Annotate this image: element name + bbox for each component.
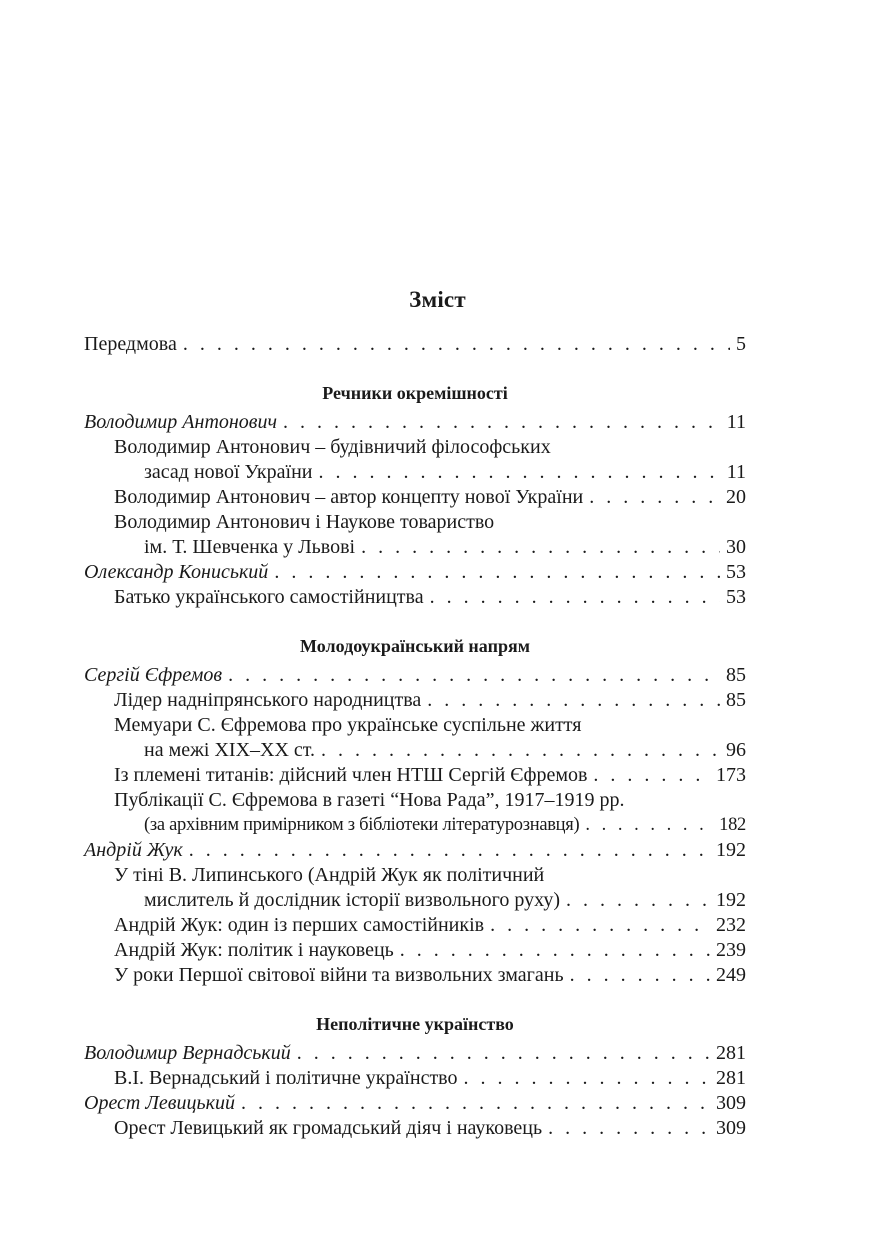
author-name: Олександр Кониський [84, 561, 269, 583]
toc-author-entry [84, 1091, 746, 1116]
toc-entry [84, 763, 746, 788]
toc-title: Зміст [409, 287, 466, 312]
toc-author-entry [84, 663, 746, 688]
toc-entry [84, 738, 746, 763]
toc-page-number: 281 [716, 1042, 746, 1064]
toc-entry-line: Володимир Антонович – будівничий філософських [114, 436, 551, 458]
toc-page-number: 239 [716, 939, 746, 961]
toc-page-number: 96 [726, 739, 746, 761]
toc-author-entry [84, 560, 746, 585]
toc-entry-text: Андрій Жук: політик і науковець [114, 939, 394, 961]
toc-entry-text: засад нової України [144, 461, 313, 483]
toc-entry-text: Андрій Жук: один із перших самостійників [114, 914, 485, 936]
dot-leader [189, 838, 710, 863]
dot-leader [318, 460, 720, 485]
toc-entry-text: Лідер наднiпрянського народництва [114, 689, 422, 711]
toc-page-number: 53 [726, 586, 746, 608]
toc-page-number: 85 [726, 689, 746, 711]
dot-leader [585, 813, 713, 838]
toc-page-number: 11 [726, 461, 746, 483]
toc-entry-line: Публікації С. Єфремова в газеті “Нова Рада”, 1917–1919 рр. [114, 789, 625, 811]
author-name: Володимир Вернадський [84, 1042, 291, 1064]
toc-page-number: 53 [726, 561, 746, 583]
toc-page-number: 192 [716, 839, 746, 861]
toc-entry-intro [84, 332, 746, 357]
toc-page-number: 309 [716, 1117, 746, 1139]
dot-leader [183, 332, 730, 357]
dot-leader [427, 688, 720, 713]
toc-entry [84, 535, 746, 560]
toc-page-number: 85 [726, 664, 746, 686]
dot-leader [283, 410, 721, 435]
toc-page-number: 249 [716, 964, 746, 986]
dot-leader [274, 560, 720, 585]
toc-entry-text: Батько українського самостійництва [114, 586, 424, 608]
toc-entry [84, 963, 746, 988]
toc-entry-line: Мемуари С. Єфремова про українське суспільне життя [114, 714, 582, 736]
toc-entry [84, 813, 746, 838]
section-heading: Молодоукраїнський напрям [300, 636, 530, 656]
toc-author-entry [84, 410, 746, 435]
dot-leader [400, 938, 710, 963]
toc-author-entry [84, 838, 746, 863]
toc-entry-text: У роки Першої світової війни та визвольних змагань [114, 964, 564, 986]
toc-page-number: 5 [736, 333, 746, 355]
author-name: Андрій Жук [84, 839, 183, 861]
toc-page-number: 232 [716, 914, 746, 936]
section-heading: Речники окремішності [322, 383, 508, 403]
dot-leader [589, 485, 720, 510]
dot-leader [490, 913, 710, 938]
toc-page-number: 309 [716, 1092, 746, 1114]
toc-entry-text: на межі ХІХ–ХХ ст. [144, 739, 316, 761]
toc-page-number: 30 [726, 536, 746, 558]
table-of-contents [84, 332, 746, 1141]
toc-page-number: 182 [719, 815, 746, 835]
toc-page-number: 11 [726, 411, 746, 433]
dot-leader [570, 963, 710, 988]
dot-leader [241, 1091, 710, 1116]
toc-entry-text: Орест Левицький як громадський діяч і науковець [114, 1117, 543, 1139]
toc-entry [84, 938, 746, 963]
toc-entry-text: Передмова [84, 333, 177, 355]
toc-entry-line: У тіні В. Липинського (Андрій Жук як політичний [114, 864, 545, 886]
author-name: Володимир Антонович [84, 411, 278, 433]
toc-entry-text: ім. Т. Шевченка у Львові [144, 536, 356, 558]
toc-entry-text: Володимир Антонович – автор концепту нової України [114, 486, 584, 508]
dot-leader [228, 663, 720, 688]
dot-leader [297, 1041, 710, 1066]
toc-entry-text: Із племені титанів: дійсний член НТШ Сергій Єфремов [114, 764, 588, 786]
toc-entry [84, 585, 746, 610]
toc-page-number: 192 [716, 889, 746, 911]
toc-entry [84, 688, 746, 713]
toc-page-number: 20 [726, 486, 746, 508]
dot-leader [430, 585, 720, 610]
dot-leader [566, 888, 710, 913]
toc-entry [84, 1066, 746, 1091]
toc-entry [84, 485, 746, 510]
toc-entry-line: Володимир Антонович і Наукове товариство [114, 511, 495, 533]
section-heading: Неполітичне українство [316, 1014, 514, 1034]
author-name: Сергій Єфремов [84, 664, 223, 686]
dot-leader [548, 1116, 710, 1141]
dot-leader [361, 535, 720, 560]
toc-entry-text: (за архівним примірником з бібліотеки літературознавця) [144, 815, 580, 835]
dot-leader [593, 763, 710, 788]
dot-leader [464, 1066, 711, 1091]
toc-entry-text: мислитель й дослідник історії визвольного руху) [144, 889, 560, 911]
dot-leader [321, 738, 720, 763]
toc-entry-text: В.І. Вернадський і політичне українство [114, 1067, 458, 1089]
toc-page-number: 281 [716, 1067, 746, 1089]
toc-author-entry [84, 1041, 746, 1066]
toc-entry [84, 888, 746, 913]
author-name: Орест Левицький [84, 1092, 235, 1114]
toc-entry [84, 1116, 746, 1141]
toc-entry [84, 913, 746, 938]
toc-entry [84, 460, 746, 485]
toc-page-number: 173 [716, 764, 746, 786]
